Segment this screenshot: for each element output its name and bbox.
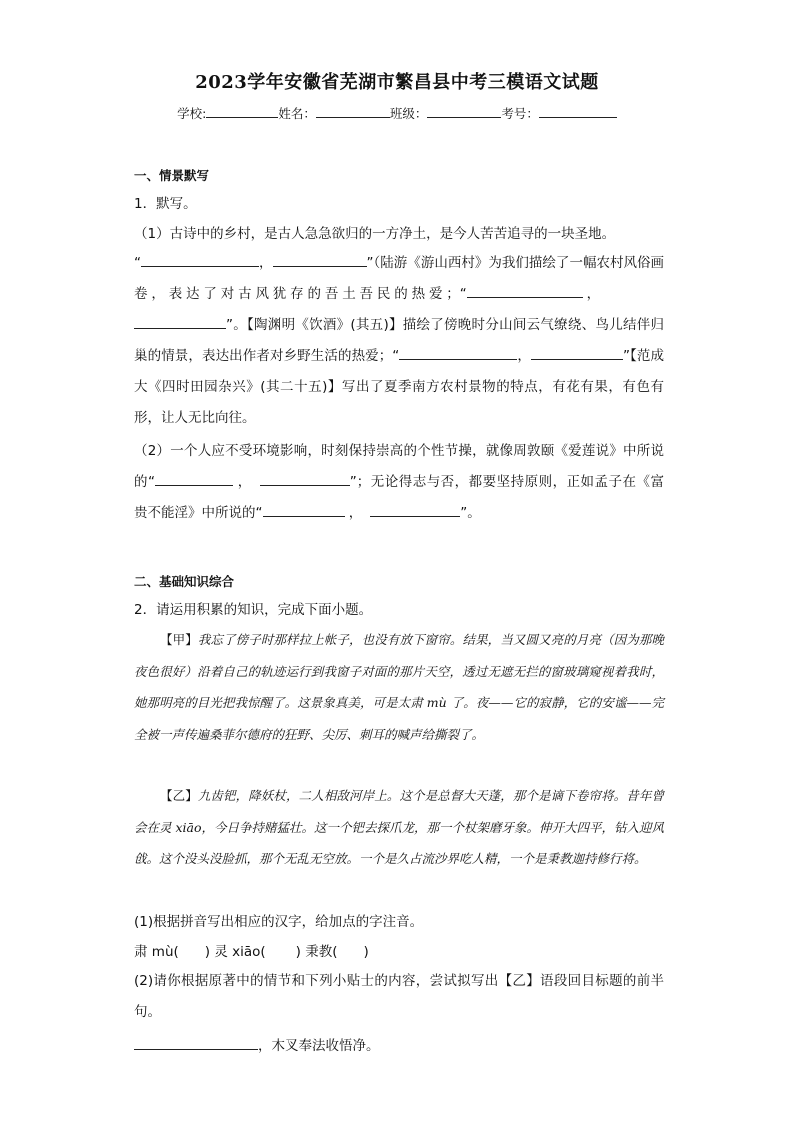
page-title: 2023学年安徽省芜湖市繁昌县中考三模语文试题 <box>195 72 599 93</box>
section-heading-2: 二、基础知识综合 <box>134 574 235 589</box>
passage-yi-text: 九齿钯，降妖杖，二人相敌河岸上。这个是总督大天蓬，那个是谪下卷帘将。昔年曾会在灵 xiāo，今日争持赌猛壮。这一个钯去探爪龙，那一个杖架磨牙象。伸开大四平，钻入迎风戗。这个没头没脸抓，那个无乱无空放。一个是久占流沙界吃人精，一个是秉教迦持修行将。 <box>134 788 665 866</box>
school-blank[interactable] <box>206 104 278 118</box>
question-2-label: 2．请运用积累的知识，完成下面小题。 <box>134 602 373 618</box>
sub-question-2: (2)请你根据原著中的情节和下列小贴士的内容，尝试拟写出【乙】语段回目标题的前半句。 <box>134 973 664 1020</box>
sub-question-1: (1)根据拼音写出相应的汉字，给加点的字注音。 <box>134 914 424 930</box>
exam-number-blank[interactable] <box>539 104 617 118</box>
answer-blank[interactable] <box>399 345 517 360</box>
answer-blank[interactable] <box>134 1035 258 1050</box>
passage-jia-text: 我忘了傍子时那样拉上帐子，也没有放下窗帘。结果，当又圆又亮的月亮（因为那晚夜色很好）沿着自己的轨迹运行到我窗子对面的那片天空，透过无遮无拦的窗玻璃窥视着我时，她那明亮的目光把我惊醒了。这景象真美，可是太肃 mù 了。夜——它的寂静，它的安谧——完全被一声传遍桑菲尔德府的狂野、尖厉、刺耳的喊声给撕裂了。 <box>134 632 664 742</box>
title-answer-line: ，木叉奉法收悟净。 <box>134 1034 380 1054</box>
passage-yi <box>134 780 664 875</box>
passage-jia <box>134 624 664 750</box>
answer-blank[interactable] <box>134 314 226 329</box>
question-1-label: 1．默写。 <box>134 196 197 212</box>
answer-blank[interactable] <box>260 471 350 486</box>
name-label: 姓名： <box>278 106 316 121</box>
answer-blank[interactable] <box>273 252 367 267</box>
question-1-part-1-body: “ ， ”（陆游《游山西村》为我们描绘了一幅农村风俗画卷，表达了对古风犹存的吾土吾民的热爱；“ ，”。【陶渊明《饮酒》(其五)】描绘了傍晚时分山间云气缭绕、鸟儿结伴归巢的情景，表达出作者对乡野生活的热爱；“ ， ”【范成大《四时田园杂兴》(其二十五)】写出了夏季南方农村景物的特点，有花有果，有色有形，让人无比向往。 <box>134 248 664 434</box>
question-1-part-2: （2）一个人应不受环境影响，时刻保持崇高的个性节操，就像周敦颐《爱莲说》中所说的“ ， ”；无论得志与否，都要坚持原则，正如孟子在《富贵不能淫》中所说的“ ， ”。 <box>134 443 664 521</box>
answer-blank[interactable] <box>155 471 233 486</box>
pinyin-fill-line: 肃 mù( ) 灵 xiāo( ) 秉教( ) <box>134 944 369 960</box>
answer-blank[interactable] <box>141 252 259 267</box>
answer-blank[interactable] <box>370 502 460 517</box>
answer-blank[interactable] <box>263 502 345 517</box>
name-blank[interactable] <box>316 104 390 118</box>
passage-yi-tag: 【乙】 <box>160 788 198 803</box>
section-heading-1: 一、情景默写 <box>134 168 210 183</box>
class-label: 班级： <box>389 106 428 121</box>
student-info-line <box>0 104 794 122</box>
exam-number-label: 考号： <box>501 106 539 121</box>
class-blank[interactable] <box>427 104 501 118</box>
passage-jia-tag: 【甲】 <box>160 632 198 647</box>
answer-blank[interactable] <box>467 283 583 298</box>
school-label: 学校: <box>177 106 207 121</box>
answer-blank[interactable] <box>531 345 623 360</box>
question-1-part-1-intro: （1）古诗中的乡村，是古人急急欲归的一方净土，是今人苦苦追寻的一块圣地。 <box>134 226 616 242</box>
